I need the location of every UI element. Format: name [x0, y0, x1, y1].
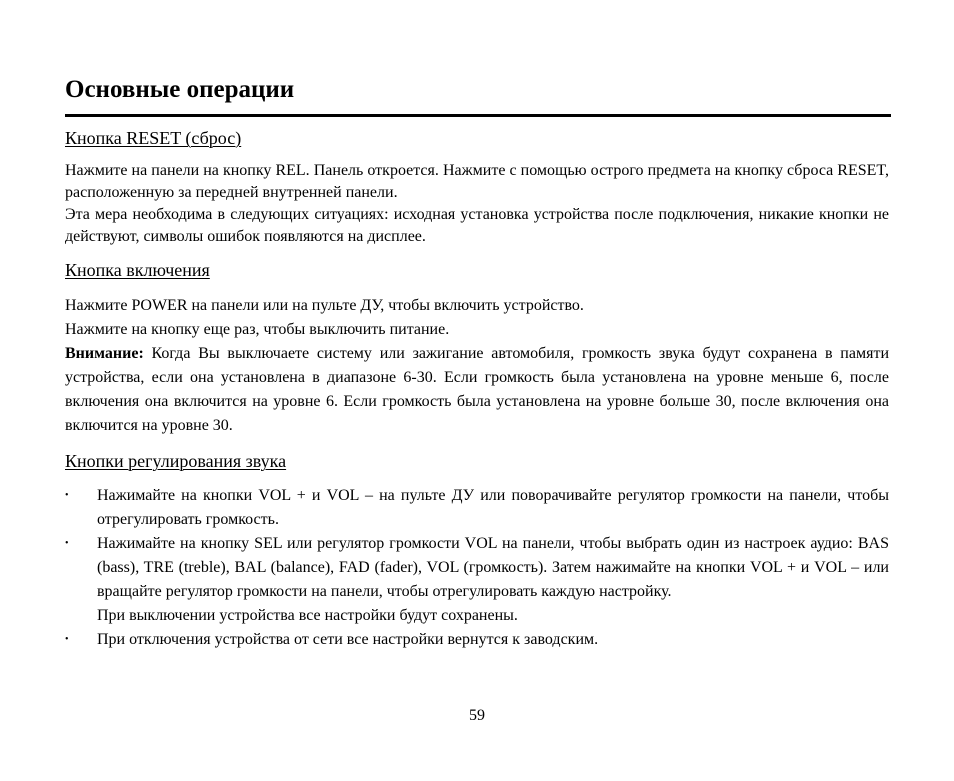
page-title: Основные операции: [65, 76, 295, 103]
list-item-text: При отключения устройства от сети все настройки вернутся к заводским.: [97, 631, 599, 648]
paragraph: Эта мера необходима в следующих ситуациях: исходная установка устройства после подключения, никакие кнопки не действуют, символы ошибок появляются на дисплее.: [65, 206, 889, 245]
list-item: [65, 532, 889, 628]
attention-note: [65, 342, 889, 438]
section-heading-volume: Кнопки регулирования звука: [65, 451, 287, 471]
section-heading-reset: Кнопка RESET (сброс): [65, 128, 242, 148]
bullet-icon: •: [65, 538, 69, 549]
section-body-reset: [65, 160, 889, 248]
attention-text: Когда Вы выключаете систему или зажигание автомобиля, громкость звука будут сохранена в памяти устройства, если она установлена в диапазоне 6-30. Если громкость была установлена на уровне меньше 6, после включения она включится на уровне 6. Если громкость была установлена на уровне больше 30, после включения она включится на уровне 30.: [65, 345, 889, 434]
list-item-note: При выключении устройства все настройки будут сохранены.: [97, 607, 518, 624]
section-heading-power: Кнопка включения: [65, 260, 210, 280]
list-item-text: Нажимайте на кнопку SEL или регулятор громкости VOL на панели, чтобы выбрать один из настроек аудио: BAS (bass), TRE (treble), BAL (balance), FAD (fader), VOL (громкость). Затем нажимайте на кнопки VOL + и VOL – или вращайте регулятор громкости на панели, чтобы отрегулировать каждую настройку.: [97, 535, 889, 600]
bullet-icon: •: [65, 490, 69, 501]
paragraph: Нажмите на кнопку еще раз, чтобы выключить питание.: [65, 321, 450, 338]
list-item: [65, 628, 889, 652]
document-page: [65, 0, 889, 781]
list-item-text: Нажимайте на кнопки VOL + и VOL – на пульте ДУ или поворачивайте регулятор громкости на панели, чтобы отрегулировать громкость.: [97, 487, 889, 528]
section-body-power: [65, 294, 889, 438]
paragraph: Нажмите POWER на панели или на пульте ДУ, чтобы включить устройство.: [65, 297, 584, 314]
list-item: [65, 484, 889, 532]
bullet-icon: •: [65, 634, 69, 645]
attention-label: Внимание:: [65, 345, 144, 362]
volume-bullet-list: [65, 484, 889, 652]
page-number: 59: [469, 707, 485, 724]
paragraph: Нажмите на панели на кнопку REL. Панель откроется. Нажмите с помощью острого предмета на кнопку сброса RESET, расположенную за передней внутренней панели.: [65, 162, 889, 201]
title-divider: [65, 114, 891, 117]
